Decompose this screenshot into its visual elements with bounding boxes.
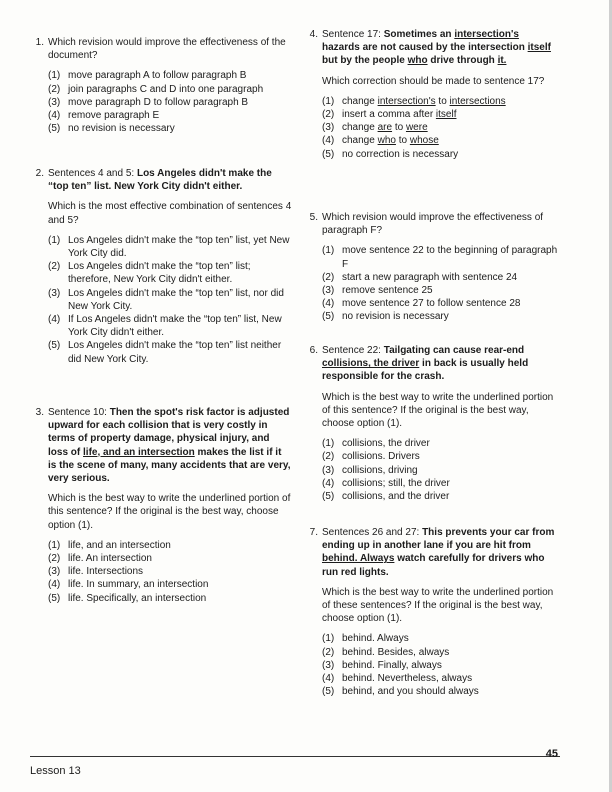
option-number: (4) (322, 298, 335, 310)
option-number: (4) (48, 314, 61, 326)
text-segment: Which revision would improve the effectiveness of paragraph F? (322, 212, 544, 237)
question-number: 3. (35, 407, 44, 418)
answer-option (48, 122, 292, 135)
text-segment: Los Angeles didn't make the “top ten” list, yet New York City did. (68, 234, 290, 260)
text-segment: drive through (427, 55, 498, 67)
text-segment: change (342, 95, 378, 107)
option-text (68, 260, 292, 286)
question-7 (304, 526, 558, 698)
text-segment: Sentence 17: (322, 29, 384, 40)
underlined-text: itself (435, 109, 457, 121)
option-text (68, 313, 292, 339)
answer-option (48, 539, 292, 552)
answer-option (48, 565, 292, 578)
question-number: 5. (309, 212, 318, 223)
underlined-text: whose (409, 135, 439, 147)
answer-option (322, 134, 558, 147)
option-text (68, 539, 171, 552)
answer-option (48, 109, 292, 122)
underlined-text: who (377, 135, 396, 147)
option-text (342, 450, 420, 463)
answer-options (30, 234, 292, 366)
text-segment: remove sentence 25 (342, 285, 433, 297)
answer-option (48, 552, 292, 565)
answer-options (304, 95, 558, 161)
text-segment: This prevents your car from ending up in another lane if you are hit from (322, 527, 555, 552)
answer-option (322, 659, 558, 672)
text-segment: move sentence 22 to the beginning of paragraph F (342, 245, 558, 270)
text-segment: move paragraph D to follow paragraph B (68, 96, 249, 108)
text-segment: Tailgating can cause rear-end (383, 345, 525, 356)
underlined-text: collisions, the driver (322, 358, 420, 370)
question-6 (304, 344, 558, 503)
option-text (342, 134, 439, 147)
question-stem (304, 211, 558, 237)
option-text (342, 95, 506, 108)
option-text (342, 659, 442, 672)
option-number: (2) (322, 109, 335, 121)
text-segment: no revision is necessary (68, 123, 175, 135)
answer-option (48, 260, 292, 286)
option-text (342, 108, 456, 121)
text-segment: Sentences 26 and 27: (322, 527, 423, 538)
answer-option (322, 450, 558, 463)
answer-options (304, 437, 558, 503)
question-prompt: Which is the best way to write the underlined portion of this sentence? If the original is the best way, choose option (1). (48, 493, 291, 531)
option-text (342, 121, 428, 134)
answer-option (48, 313, 292, 339)
question-text (48, 406, 292, 485)
text-segment: move sentence 27 to follow sentence 28 (342, 298, 521, 310)
text-segment: hazards are not caused by the intersection (322, 42, 528, 54)
underlined-text: who (407, 55, 428, 67)
text-segment: Los Angeles didn't make the “top ten” list. New York City didn't either. (48, 168, 272, 193)
text-segment: life. In summary, an intersection (68, 579, 209, 591)
answer-option (322, 148, 558, 161)
option-text (68, 339, 292, 365)
question-2 (30, 167, 292, 366)
option-number: (3) (48, 96, 61, 108)
text-segment: Which revision would improve the effectiveness of the document? (48, 37, 286, 62)
text-segment: life. Specifically, an intersection (68, 592, 207, 604)
option-text (342, 672, 472, 685)
answer-option (322, 244, 558, 270)
question-5 (304, 211, 558, 324)
answer-option (322, 646, 558, 659)
text-segment: life, and an intersection (68, 539, 171, 551)
underlined-text: were (405, 122, 428, 134)
option-number: (2) (48, 83, 61, 95)
answer-option (322, 284, 558, 297)
option-number: (2) (48, 553, 61, 565)
question-stem (30, 406, 292, 485)
text-segment: Los Angeles didn't make the “top ten” list, nor did New York City. (68, 287, 284, 312)
answer-option (322, 297, 558, 310)
option-text (342, 437, 430, 450)
option-number: (4) (48, 579, 61, 591)
option-number: (3) (322, 464, 335, 476)
text-segment: If Los Angeles didn't make the “top ten” list, New York City didn't either. (68, 314, 282, 339)
option-number: (5) (322, 491, 335, 503)
option-number: (5) (48, 123, 61, 135)
text-segment: but by the people (322, 55, 408, 67)
question-stem (30, 167, 292, 193)
text-segment: Sentences 4 and 5: (48, 168, 137, 179)
option-text (342, 646, 449, 659)
answer-options (30, 69, 292, 135)
text-segment: insert a comma after (342, 109, 436, 121)
option-number: (5) (322, 148, 335, 160)
option-text (342, 284, 433, 297)
text-segment: no revision is necessary (342, 311, 449, 323)
option-number: (4) (48, 110, 61, 122)
answer-option (48, 234, 292, 260)
text-segment: behind. Always (342, 633, 409, 645)
answer-option (48, 96, 292, 109)
option-text (68, 96, 248, 109)
option-text (342, 271, 517, 284)
option-number: (4) (322, 477, 335, 489)
option-number: (3) (322, 659, 335, 671)
question-3 (30, 406, 292, 605)
question-text (322, 28, 558, 68)
text-segment: join paragraphs C and D into one paragraph (68, 83, 264, 95)
option-text (342, 632, 409, 645)
option-text (342, 148, 458, 161)
question-number: 4. (309, 29, 318, 40)
answer-option (322, 632, 558, 645)
text-segment: Sentence 22: (322, 345, 384, 356)
answer-option (322, 95, 558, 108)
option-number: (2) (322, 451, 335, 463)
option-number: (5) (48, 340, 61, 352)
question-text (322, 526, 558, 579)
question-stem (30, 36, 292, 62)
text-segment: Sometimes an (383, 29, 455, 40)
question-prompt: Which correction should be made to sentence 17? (322, 75, 545, 87)
text-segment: collisions; still, the driver (342, 477, 450, 489)
option-text (342, 244, 558, 270)
text-segment: change (342, 135, 378, 147)
answer-option (322, 464, 558, 477)
text-segment: collisions. Drivers (342, 451, 420, 463)
text-segment: makes the list if it is the scene of many, many accidents that are very, very serious. (48, 446, 291, 485)
text-segment: Los Angeles didn't make the “top ten” list; therefore, New York City didn't either. (68, 261, 251, 286)
underlined-text: itself (527, 42, 551, 54)
option-number: (3) (48, 566, 61, 578)
option-text (68, 565, 143, 578)
answer-option (322, 108, 558, 121)
option-text (342, 477, 450, 490)
answer-options (304, 244, 558, 323)
answer-option (48, 592, 292, 605)
option-number: (1) (48, 70, 61, 82)
option-text (342, 310, 449, 323)
question-prompt: Which is the most effective combination of sentences 4 and 5? (48, 201, 292, 226)
text-segment: behind, and you should always (342, 686, 479, 698)
option-text (68, 592, 206, 605)
option-text (68, 234, 292, 260)
question-text (48, 167, 292, 193)
option-number: (4) (322, 673, 335, 685)
footer-rule (30, 756, 560, 757)
text-segment: life. An intersection (68, 553, 152, 565)
option-number: (5) (48, 592, 61, 604)
option-number: (1) (322, 245, 335, 257)
text-segment: behind. Finally, always (342, 659, 442, 671)
text-segment: Sentence 10: (48, 407, 110, 418)
answer-option (322, 437, 558, 450)
question-4 (304, 28, 558, 161)
answer-option (322, 685, 558, 698)
option-number: (3) (322, 122, 335, 134)
text-segment: collisions, the driver (342, 438, 430, 450)
option-text (68, 122, 175, 135)
text-segment: start a new paragraph with sentence 24 (342, 271, 518, 283)
text-segment: collisions, driving (342, 464, 418, 476)
text-segment: change (342, 122, 378, 134)
answer-option (322, 310, 558, 323)
text-segment: watch carefully for drivers who run red lights. (322, 553, 545, 578)
option-number: (1) (322, 633, 335, 645)
option-text (342, 490, 449, 503)
option-text (68, 552, 152, 565)
text-segment: behind. Besides, always (342, 646, 450, 658)
underlined-text: intersection's (454, 29, 519, 40)
answer-option (322, 490, 558, 503)
answer-option (48, 339, 292, 365)
underlined-text: intersection's (377, 95, 436, 107)
answer-option (322, 121, 558, 134)
answer-option (322, 271, 558, 284)
option-number: (5) (322, 686, 335, 698)
underlined-text: are (377, 122, 393, 134)
question-stem (304, 526, 558, 579)
answer-options (304, 632, 558, 698)
option-number: (4) (322, 135, 335, 147)
option-text (68, 109, 159, 122)
option-text (68, 83, 263, 96)
answer-option (322, 477, 558, 490)
option-text (342, 464, 418, 477)
answer-option (48, 83, 292, 96)
option-number: (3) (322, 285, 335, 297)
answer-options (30, 539, 292, 605)
question-stem (304, 344, 558, 384)
option-text (68, 287, 292, 313)
question-stem (304, 28, 558, 68)
option-number: (1) (322, 438, 335, 450)
text-segment: to (395, 135, 410, 147)
lesson-label: Lesson 13 (30, 765, 81, 777)
question-number: 6. (309, 345, 318, 356)
question-1 (30, 36, 292, 135)
option-number: (2) (48, 261, 61, 273)
text-segment: behind. Nevertheless, always (342, 673, 473, 685)
text-segment: move paragraph A to follow paragraph B (68, 70, 247, 82)
option-number: (1) (48, 234, 61, 246)
option-number: (5) (322, 311, 335, 323)
question-prompt: Which is the best way to write the underlined portion of this sentence? If the original is the best way, choose option (1). (322, 391, 554, 430)
text-segment: no correction is necessary (342, 148, 459, 160)
question-text (48, 36, 292, 62)
underlined-text: behind. Always (322, 553, 395, 565)
text-segment: life. Intersections (68, 566, 144, 578)
answer-option (48, 287, 292, 313)
text-segment: to (435, 95, 450, 107)
option-number: (1) (322, 95, 335, 107)
page-number: 45 (545, 748, 558, 760)
question-prompt: Which is the best way to write the underlined portion of these sentences? If the original is the best way, choose option (1). (322, 586, 554, 625)
underlined-text: life, and an intersection (83, 446, 195, 458)
answer-option (48, 69, 292, 82)
option-text (68, 69, 246, 82)
option-number: (2) (322, 646, 335, 658)
question-number: 2. (35, 168, 44, 179)
option-text (342, 297, 520, 310)
underlined-text: intersections (449, 95, 506, 107)
text-segment: to (392, 122, 406, 134)
question-text (322, 211, 558, 237)
text-segment: collisions, and the driver (342, 491, 450, 503)
text-segment: Los Angeles didn't make the “top ten” list neither did New York City. (68, 340, 282, 365)
option-number: (1) (48, 539, 61, 551)
underlined-text: it. (497, 55, 507, 67)
text-segment: Then the spot's risk factor is adjusted upward for each collision that is very costly in terms of property damage, physical injury, and loss of (48, 407, 290, 458)
question-number: 1. (35, 37, 44, 48)
text-segment: remove paragraph E (68, 110, 160, 122)
option-number: (2) (322, 271, 335, 283)
question-text (322, 344, 558, 384)
option-number: (3) (48, 287, 61, 299)
question-number: 7. (309, 527, 318, 538)
option-text (68, 578, 208, 591)
text-segment: in back is usually held responsible for the crash. (322, 358, 529, 383)
answer-option (322, 672, 558, 685)
option-text (342, 685, 479, 698)
answer-option (48, 578, 292, 591)
